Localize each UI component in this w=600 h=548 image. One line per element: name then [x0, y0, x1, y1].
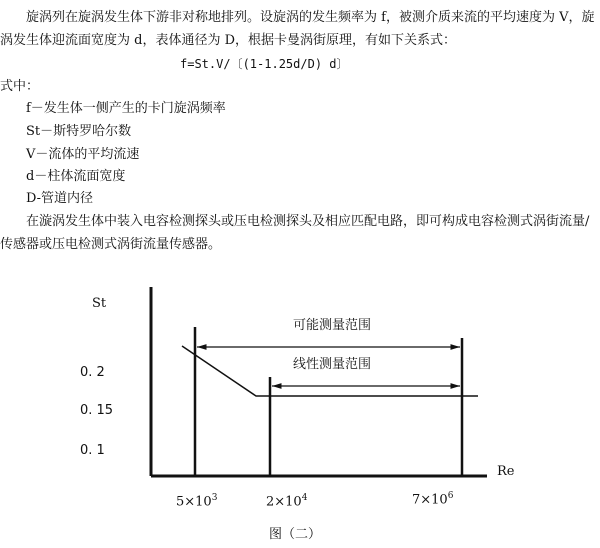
paragraph-2-line-2: 传感器或压电检测式涡街流量传感器。 — [0, 237, 222, 252]
definition-d: d－柱体流面宽度 — [26, 169, 126, 184]
figure-caption: 图（二） — [269, 527, 322, 542]
paragraph-2-line-1: 在漩涡发生体中装入电容检测探头或压电检测探头及相应匹配电路，即可构成电容检测式涡街流量/ — [26, 214, 590, 229]
y-tick-label: 0. 15 — [80, 403, 114, 418]
x-tick-label: $2\times 10^4$ — [266, 493, 308, 510]
y-axis-label: St — [92, 296, 107, 311]
definition-f: f－发生体一侧产生的卡门旋涡频率 — [26, 101, 226, 116]
x-tick-label: $5\times 10^3$ — [176, 493, 218, 510]
y-tick-label: 0. 1 — [80, 443, 105, 458]
definition-st: St－斯特罗哈尔数 — [26, 124, 132, 139]
x-tick-label: $7\times 10^6$ — [412, 491, 454, 508]
definition-v: V－流体的平均流速 — [26, 147, 140, 162]
definition-D: D-管道内径 — [26, 191, 94, 206]
paragraph-1-line-1: 旋涡列在旋涡发生体下游非对称地排列。设旋涡的发生频率为 f，被测介质来流的平均速度为 V，旋 — [26, 10, 595, 25]
paragraph-1-line-2: 涡发生体迎流面宽度为 d，表体通径为 D，根据卡曼涡街原理，有如下关系式： — [0, 33, 457, 48]
formula: f=St.V/〔(1-1.25d/D) d〕 — [180, 57, 349, 71]
x-axis-label: Re — [497, 464, 515, 479]
where-label: 式中： — [0, 79, 40, 94]
possible-range-label: 可能测量范围 — [293, 318, 372, 333]
y-tick-label: 0. 2 — [80, 365, 105, 380]
linear-range-label: 线性测量范围 — [293, 357, 372, 372]
